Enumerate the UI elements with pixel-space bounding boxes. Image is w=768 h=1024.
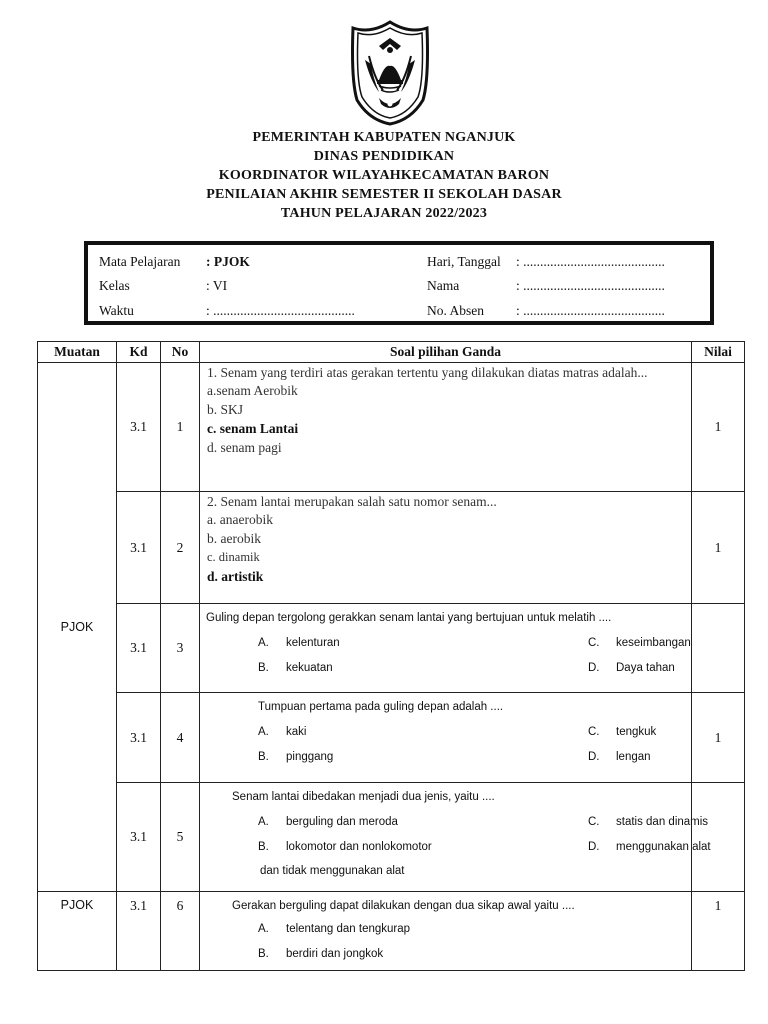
table-row bbox=[38, 693, 745, 783]
option-a[interactable]: a.senam Aerobik bbox=[207, 383, 298, 398]
no-cell: 1 bbox=[161, 363, 200, 492]
question-cell bbox=[200, 363, 692, 492]
muatan-label: PJOK bbox=[60, 620, 94, 634]
question-cell bbox=[200, 892, 692, 971]
question-cell bbox=[200, 492, 692, 604]
question-text: Tumpuan pertama pada guling depan adalah .... bbox=[258, 701, 504, 713]
question-text: Guling depan tergolong gerakkan senam lantai yang bertujuan untuk melatih .... bbox=[206, 612, 612, 624]
header-soal: Soal pilihan Ganda bbox=[200, 342, 692, 363]
option-b[interactable]: b. SKJ bbox=[207, 402, 244, 417]
option-a[interactable]: A. kaki bbox=[258, 725, 307, 738]
kelas-label: Kelas bbox=[99, 278, 130, 293]
option-d[interactable]: D. Daya tahan bbox=[588, 661, 675, 674]
mapel-label: Mata Pelajaran bbox=[99, 254, 181, 269]
absen-label: No. Absen bbox=[427, 303, 484, 318]
header-line-2: DINAS PENDIDIKAN bbox=[313, 149, 455, 164]
question-cell bbox=[200, 693, 692, 783]
option-a[interactable]: A. kelenturan bbox=[258, 636, 340, 649]
kd-cell: 3.1 bbox=[117, 604, 161, 693]
question-text: Senam lantai dibedakan menjadi dua jenis, yaitu .... bbox=[232, 791, 495, 803]
nama-value-field[interactable]: : .......................................... bbox=[516, 278, 665, 293]
header-line-3: KOORDINATOR WILAYAHKECAMATAN BARON bbox=[218, 168, 550, 183]
nilai-cell: 1 bbox=[692, 892, 745, 971]
table-row bbox=[38, 363, 745, 492]
header-muatan: Muatan bbox=[38, 342, 117, 363]
kd-cell: 3.1 bbox=[117, 492, 161, 604]
header-line-5: TAHUN PELAJARAN 2022/2023 bbox=[280, 206, 488, 221]
option-c[interactable]: C. statis dan dinamis bbox=[588, 815, 709, 828]
kd-cell: 3.1 bbox=[117, 693, 161, 783]
header-line-1: PEMERINTAH KABUPATEN NGANJUK bbox=[252, 130, 516, 145]
table-header-row bbox=[38, 342, 745, 363]
kd-cell: 3.1 bbox=[117, 892, 161, 971]
option-c-answer[interactable]: c. senam Lantai bbox=[207, 421, 299, 436]
question-text: 1. Senam yang terdiri atas gerakan tertentu yang dilakukan diatas matras adalah... bbox=[207, 365, 648, 380]
hari-label: Hari, Tanggal bbox=[427, 254, 501, 269]
no-cell: 3 bbox=[161, 604, 200, 693]
question-table bbox=[37, 341, 745, 971]
hari-value-field[interactable]: : .......................................... bbox=[516, 254, 665, 269]
option-d[interactable]: D. lengan bbox=[588, 750, 651, 763]
no-cell: 5 bbox=[161, 783, 200, 892]
student-info-box bbox=[84, 241, 714, 325]
nama-label: Nama bbox=[427, 278, 460, 293]
no-cell: 6 bbox=[161, 892, 200, 971]
kd-cell: 3.1 bbox=[117, 783, 161, 892]
option-b[interactable]: B. berdiri dan jongkok bbox=[258, 947, 384, 960]
option-a[interactable]: A. telentang dan tengkurap bbox=[258, 922, 411, 935]
table-row bbox=[38, 492, 745, 604]
kelas-value: : VI bbox=[206, 278, 228, 293]
option-b[interactable]: b. aerobik bbox=[207, 531, 261, 546]
question-text: Gerakan berguling dapat dilakukan dengan dua sikap awal yaitu .... bbox=[232, 900, 575, 912]
regency-emblem-logo bbox=[349, 20, 431, 126]
absen-value-field[interactable]: : .......................................... bbox=[516, 303, 665, 318]
nilai-cell: 1 bbox=[692, 693, 745, 783]
option-continuation: dan tidak menggunakan alat bbox=[260, 865, 405, 877]
nilai-cell: 1 bbox=[692, 492, 745, 604]
question-text: 2. Senam lantai merupakan salah satu nomor senam... bbox=[207, 494, 497, 509]
table-row bbox=[38, 604, 745, 693]
option-c[interactable]: C. keseimbangan bbox=[588, 636, 691, 649]
option-a[interactable]: A. berguling dan meroda bbox=[258, 815, 398, 828]
header-kd: Kd bbox=[117, 342, 161, 363]
option-d-answer[interactable]: d. artistik bbox=[207, 569, 264, 584]
no-cell: 4 bbox=[161, 693, 200, 783]
waktu-label: Waktu bbox=[99, 303, 134, 318]
option-b[interactable]: B. lokomotor dan nonlokomotor bbox=[258, 840, 432, 853]
muatan-cell-2: PJOK bbox=[38, 892, 117, 971]
header-no: No bbox=[161, 342, 200, 363]
question-cell bbox=[200, 604, 692, 693]
header-line-4: PENILAIAN AKHIR SEMESTER II SEKOLAH DASAR bbox=[206, 187, 562, 202]
waktu-value-field[interactable]: : .......................................... bbox=[206, 303, 355, 318]
no-cell: 2 bbox=[161, 492, 200, 604]
option-a[interactable]: a. anaerobik bbox=[207, 512, 273, 527]
header-nilai: Nilai bbox=[692, 342, 745, 363]
table-row bbox=[38, 892, 745, 971]
option-d[interactable]: d. senam pagi bbox=[207, 440, 282, 455]
option-c[interactable]: c. dinamik bbox=[207, 550, 260, 564]
option-b[interactable]: B. kekuatan bbox=[258, 661, 333, 674]
option-b[interactable]: B. pinggang bbox=[258, 750, 334, 763]
document-header bbox=[0, 128, 768, 223]
mapel-value: : PJOK bbox=[206, 254, 250, 269]
option-c[interactable]: C. tengkuk bbox=[588, 725, 657, 738]
nilai-cell: 1 bbox=[692, 363, 745, 492]
option-d[interactable]: D. menggunakan alat bbox=[588, 840, 711, 853]
kd-cell: 3.1 bbox=[117, 363, 161, 492]
question-cell bbox=[200, 783, 711, 892]
muatan-cell-1 bbox=[38, 363, 117, 892]
table-row bbox=[38, 783, 745, 892]
